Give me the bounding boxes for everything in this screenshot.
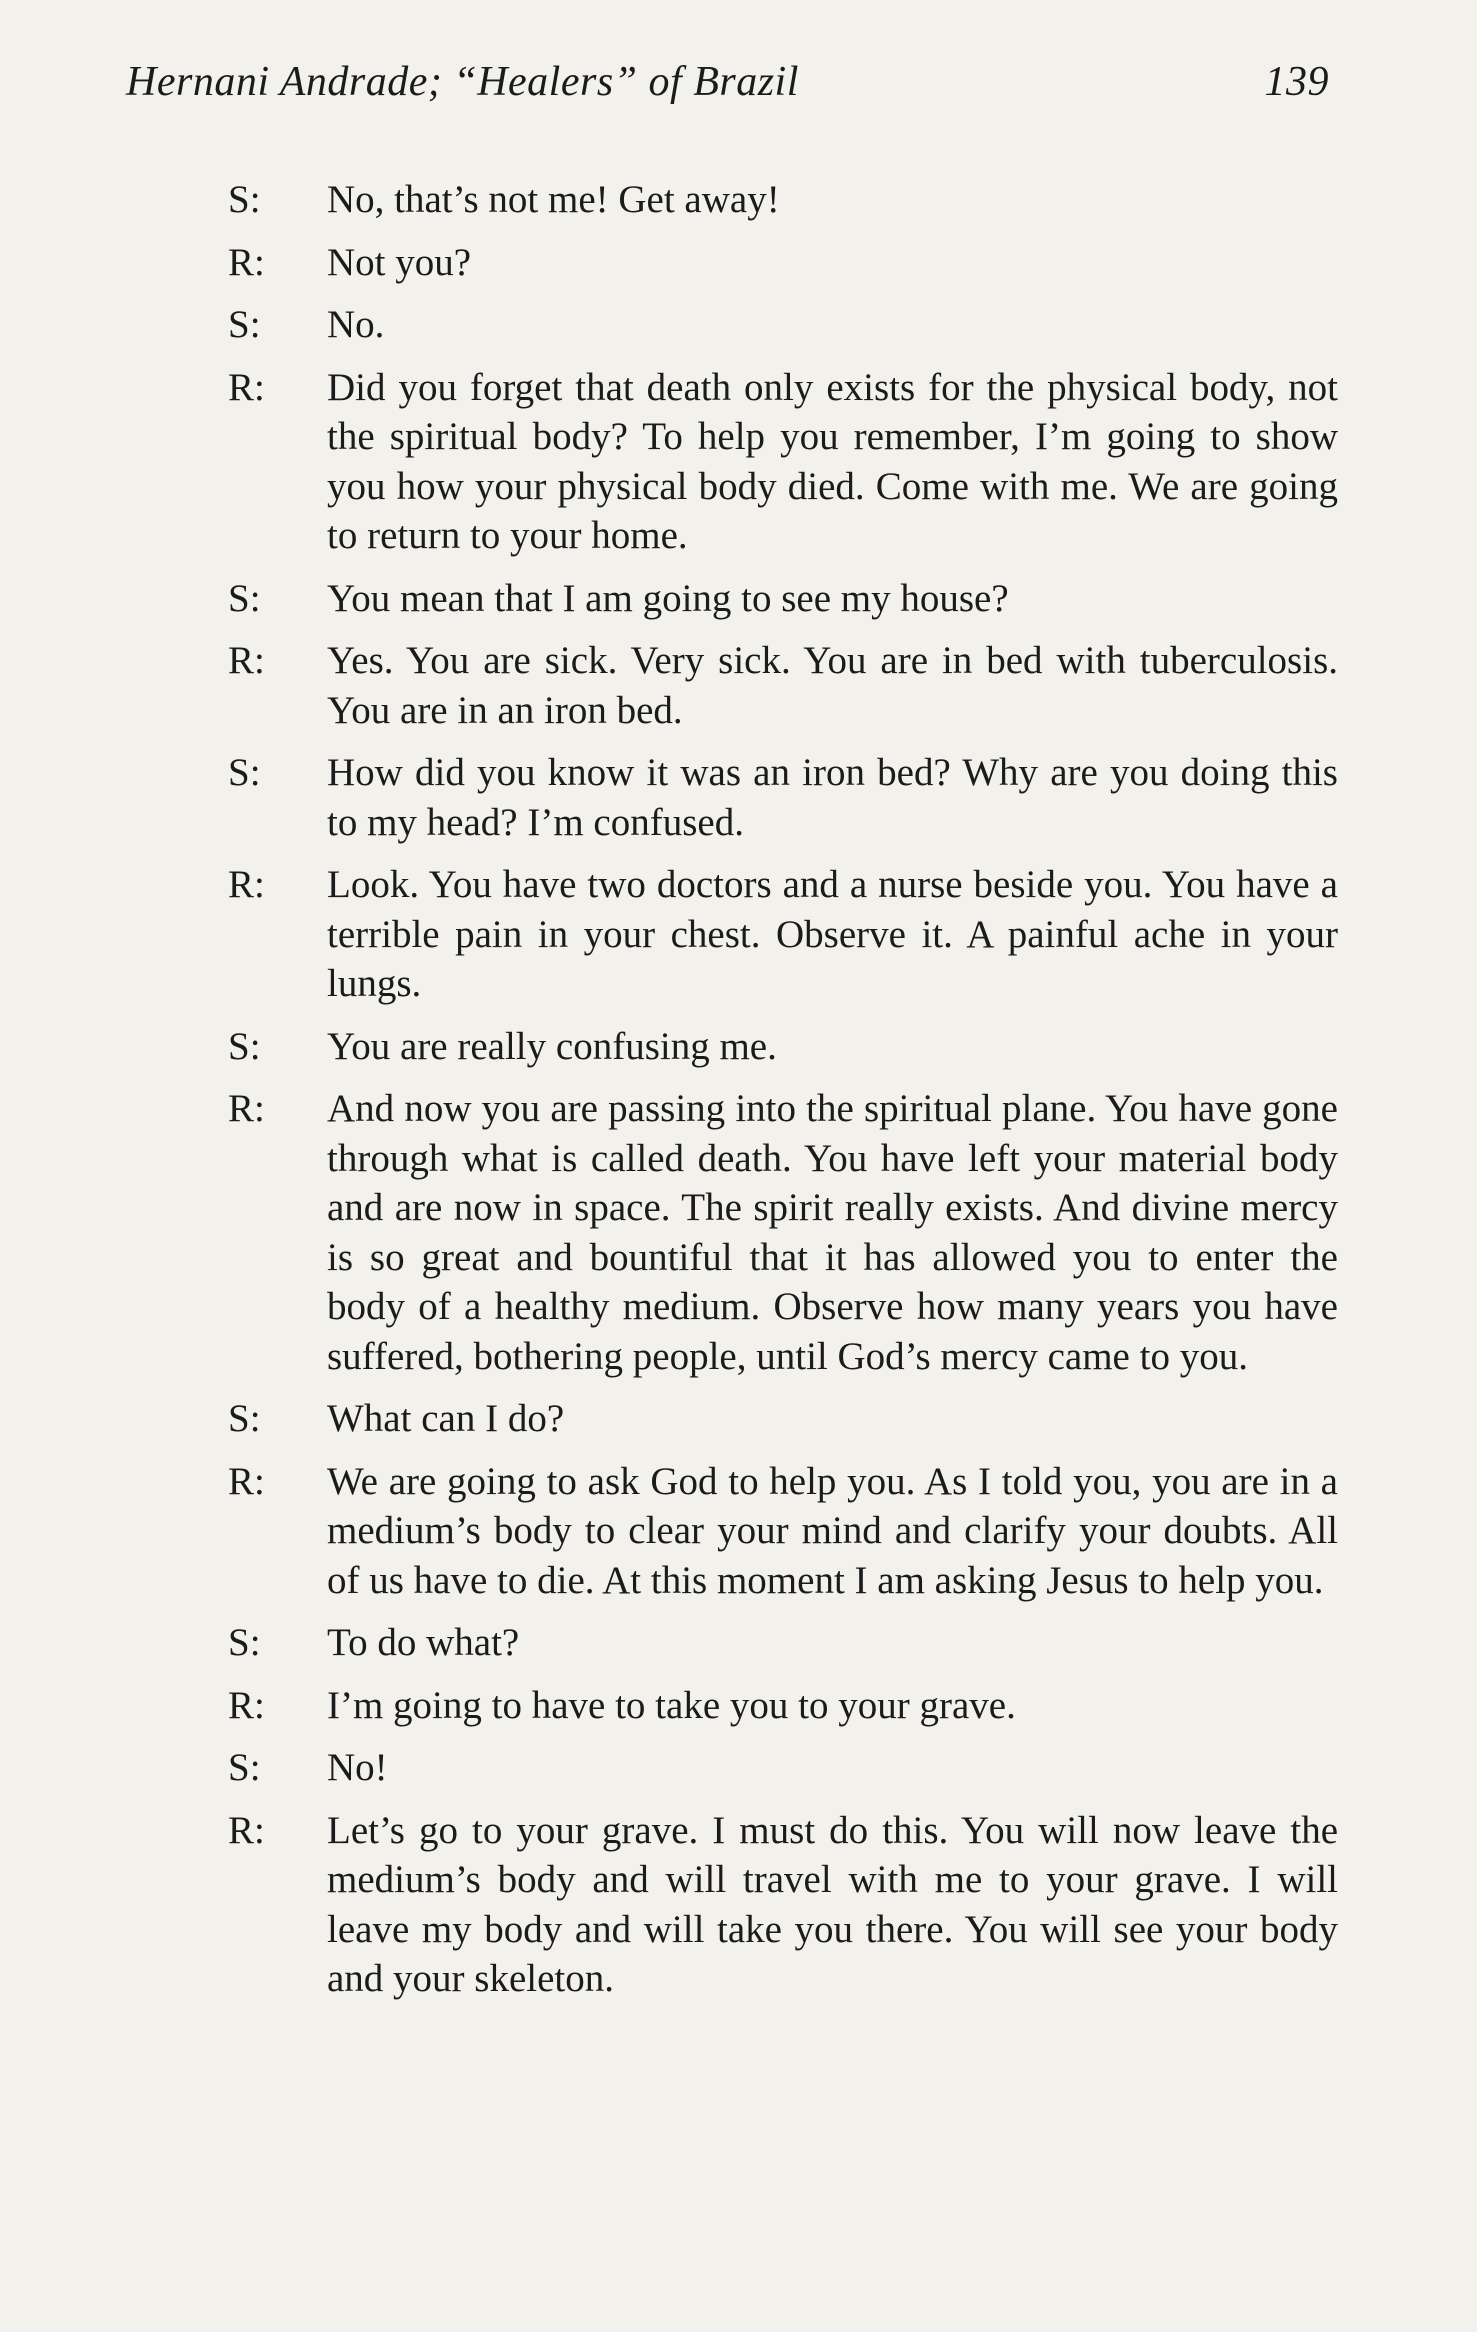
- dialogue-turn: [228, 1806, 1338, 2004]
- running-head: [126, 58, 1329, 118]
- speaker-label: R:: [228, 1459, 265, 1503]
- dialogue-turn: [228, 1084, 1338, 1381]
- dialogue-turn: [228, 1394, 1338, 1444]
- speech-text: You mean that I am going to see my house?: [327, 576, 1009, 620]
- speaker-label: S:: [228, 1024, 261, 1068]
- dialogue-turn: [228, 1681, 1338, 1731]
- speech-text: To do what?: [327, 1621, 520, 1664]
- speech-text: We are going to ask God to help you. As I told you, you are in a medium’s body to clear your mind and clarify your doubts. All of us have to die. At this moment I am asking Jesus to help you.: [327, 1459, 1338, 1602]
- speaker-label: S:: [228, 576, 261, 620]
- speech-text: I’m going to have to take you to your grave.: [327, 1683, 1016, 1727]
- speech-text: No, that’s not me! Get away!: [327, 178, 780, 221]
- speech-text: And now you are passing into the spiritual plane. You have gone through what is called death. You have left your material body and are now in space. The spirit really exists. And divine mercy is so great and bountiful that it has allowed you to enter the body of a healthy medium. Observe how many years you have suffered, bothering people, until God’s mercy came to you.: [327, 1087, 1338, 1378]
- speaker-label: R:: [228, 863, 265, 906]
- dialogue-turn: [228, 175, 1338, 225]
- speaker-label: R:: [228, 639, 265, 682]
- speech-text: Yes. You are sick. Very sick. You are in bed with tuberculosis. You are in an iron bed.: [327, 639, 1338, 732]
- speaker-label: R:: [228, 240, 265, 284]
- speaker-label: S:: [228, 303, 261, 346]
- dialogue-turn: [228, 748, 1338, 847]
- dialogue-turn: [228, 860, 1338, 1009]
- running-title: Hernani Andrade; “Healers” of Brazil: [126, 59, 799, 105]
- page-number: 139: [1264, 59, 1329, 105]
- speaker-label: R:: [228, 1087, 265, 1130]
- speech-text: You are really confusing me.: [327, 1024, 777, 1068]
- speaker-label: S:: [228, 1397, 261, 1440]
- speaker-label: S:: [228, 1746, 261, 1789]
- speech-text: Did you forget that death only exists for the physical body, not the spiritual body? To help you remember, I’m going to show you how your physical body died. Come with me. We are going to return to your home.: [327, 365, 1338, 557]
- dialogue-turn: [228, 300, 1338, 350]
- speaker-label: R:: [228, 1683, 265, 1727]
- speech-text: What can I do?: [327, 1397, 565, 1440]
- dialogue-transcript: [228, 175, 1338, 2017]
- dialogue-turn: [228, 1022, 1338, 1072]
- speaker-label: R:: [228, 1808, 265, 1852]
- speech-text: How did you know it was an iron bed? Why are you doing this to my head? I’m confused.: [327, 751, 1338, 844]
- dialogue-turn: [228, 363, 1338, 561]
- speech-text: Not you?: [327, 240, 472, 284]
- speaker-label: S:: [228, 751, 261, 794]
- dialogue-turn: [228, 1618, 1338, 1668]
- dialogue-turn: [228, 574, 1338, 624]
- speaker-label: S:: [228, 1621, 261, 1664]
- dialogue-turn: [228, 1743, 1338, 1793]
- speech-text: Look. You have two doctors and a nurse beside you. You have a terrible pain in your chest. Observe it. A painful ache in your lungs.: [327, 863, 1338, 1005]
- dialogue-turn: [228, 238, 1338, 288]
- speech-text: No.: [327, 303, 385, 346]
- dialogue-turn: [228, 1457, 1338, 1606]
- speaker-label: R:: [228, 365, 265, 409]
- speaker-label: S:: [228, 178, 261, 221]
- dialogue-turn: [228, 636, 1338, 735]
- speech-text: No!: [327, 1746, 388, 1789]
- speech-text: Let’s go to your grave. I must do this. You will now leave the medium’s body and will travel with me to your grave. I will leave my body and will take you there. You will see your body and your skeleton.: [327, 1808, 1338, 2000]
